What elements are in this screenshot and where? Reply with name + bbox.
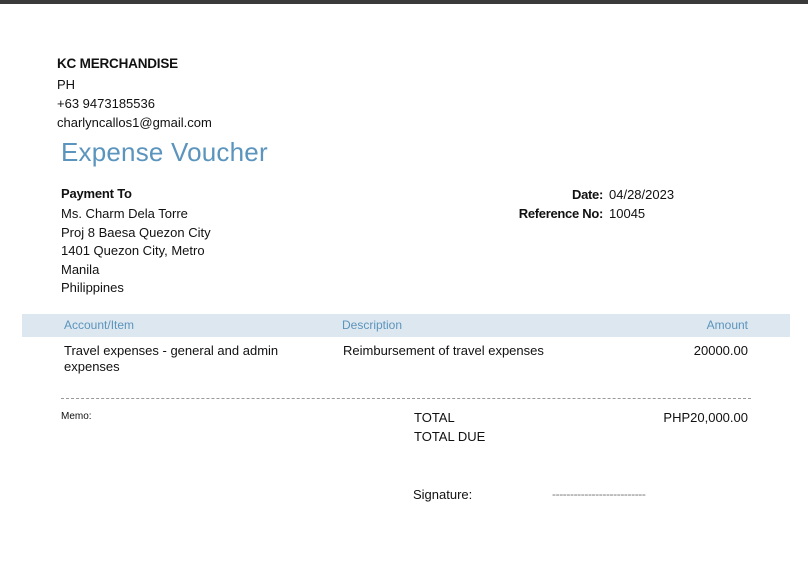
signature-line: -------------------------- (552, 487, 646, 501)
company-email: charlyncallos1@gmail.com (57, 115, 212, 130)
payment-to-heading: Payment To (61, 186, 132, 201)
viewer-top-bar (0, 0, 808, 4)
row-amount: 20000.00 (693, 343, 748, 358)
column-header-description: Description (342, 318, 403, 332)
dashed-divider (61, 398, 751, 399)
payment-to-block (61, 185, 211, 298)
voucher-meta (470, 186, 690, 223)
row-account: Travel expenses - general and admin expenses (64, 343, 279, 374)
company-name: KC MERCHANDISE (57, 56, 178, 71)
column-header-account: Account/Item (64, 318, 135, 332)
date-row (470, 186, 690, 205)
totals-labels (414, 408, 485, 446)
company-phone: +63 9473185536 (57, 96, 155, 111)
company-country: PH (57, 77, 76, 92)
total-amount: PHP20,000.00 (663, 410, 748, 425)
row-description: Reimbursement of travel expenses (343, 343, 544, 358)
total-due-label: TOTAL DUE (414, 429, 486, 444)
date-label: Date: (571, 187, 603, 202)
signature-label: Signature: (413, 487, 473, 502)
reference-value: 10045 (609, 205, 646, 221)
memo-label: Memo: (61, 411, 92, 422)
payee-address-line: Manila (61, 261, 100, 277)
payee-address-line: Proj 8 Baesa Quezon City (61, 224, 211, 240)
reference-row (470, 205, 690, 224)
table-header (22, 314, 790, 337)
payee-name: Ms. Charm Dela Torre (61, 206, 188, 221)
payee-country: Philippines (61, 280, 124, 296)
document-title: Expense Voucher (61, 137, 268, 167)
reference-label: Reference No: (518, 205, 603, 221)
date-value: 04/28/2023 (609, 187, 675, 202)
total-label: TOTAL (414, 410, 455, 425)
column-header-amount: Amount (706, 318, 748, 332)
payee-address-line: 1401 Quezon City, Metro (61, 243, 205, 259)
company-block (57, 56, 212, 132)
